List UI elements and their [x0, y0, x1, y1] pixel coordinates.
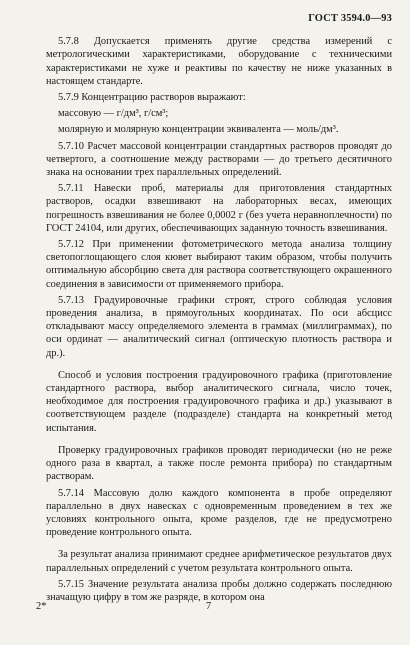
- clause-5-7-13-method: Способ и условия построения градуировочного графика (приготовление стандартного раствора, выбор аналитического сигнала, число точек, необходимое для построения градуировочного графика и др.) указывают в соответствующем разделе (подразделе) стандарта на конкретный метод испытания.: [46, 369, 392, 434]
- sheet-mark: 2*: [36, 601, 47, 612]
- clause-5-7-15: 5.7.15 Значение результата анализа пробы должно содержать последнюю значащую цифру в том же разряде, в котором она: [46, 578, 392, 603]
- clause-5-7-9-molar: молярную и молярную концентрации эквивалента — моль/дм³.: [58, 124, 339, 136]
- clause-5-7-13-check: Проверку градуировочных графиков проводят периодически (но не реже одного раза в квартал, а также после ремонта прибора) по стандартным растворам.: [46, 444, 392, 483]
- clause-5-7-12: 5.7.12 При применении фотометрического метода анализа толщину светопоглощающего слоя кювет выбирают таким образом, чтобы получить оптимальную абсорбцию света для раствора соответствующего окрашенного соединения в зависимости от применяемого прибора.: [46, 239, 392, 290]
- clause-5-7-8: 5.7.8 Допускается применять другие средства измерений с метрологическими характеристиками, оборудование с техническими характеристиками не хуже и реактивы по качеству не ниже указанных в настоящем стандарте.: [46, 36, 392, 87]
- clause-5-7-10: 5.7.10 Расчет массовой концентрации стандартных растворов проводят до четвертого, а соотношение между растворами — до третьего десятичного знака на основании трех параллельных определений.: [46, 140, 392, 179]
- document-code-header: ГОСТ 3594.0—93: [308, 13, 392, 24]
- clause-5-7-9: 5.7.9 Концентрацию растворов выражают:: [58, 92, 246, 104]
- clause-5-7-14: 5.7.14 Массовую долю каждого компонента в пробе определяют параллельно в двух навесках с одновременным проведением в тех же условиях контрольного опыта, кроме разделов, где не предусмотрено проведение контрольного опыта.: [46, 487, 392, 539]
- clause-5-7-13: 5.7.13 Градуировочные графики строят, строго соблюдая условия проведения анализа, в прямоугольных координатах. По оси абсцисс откладывают массу определяемого элемента в граммах (миллиграммах), по оси ординат — аналитический сигнал (оптическую плотность раствора и др.).: [46, 294, 392, 359]
- page-number: 7: [206, 601, 212, 612]
- clause-5-7-9-mass: массовую — г/дм³, г/см³;: [58, 108, 169, 120]
- clause-5-7-11: 5.7.11 Навески проб, материалы для приготовления стандартных растворов, осадки взвешивают на лабораторных весах, имеющих погрешность взвешивания не более 0,0002 г (без учета неравноплечности) по ГОСТ 24104, или других, обеспечивающих заданную точность взвешивания.: [46, 183, 392, 234]
- clause-5-7-14-result: За результат анализа принимают среднее арифметическое результатов двух параллельных определений с учетом результата контрольного опыта.: [46, 549, 392, 574]
